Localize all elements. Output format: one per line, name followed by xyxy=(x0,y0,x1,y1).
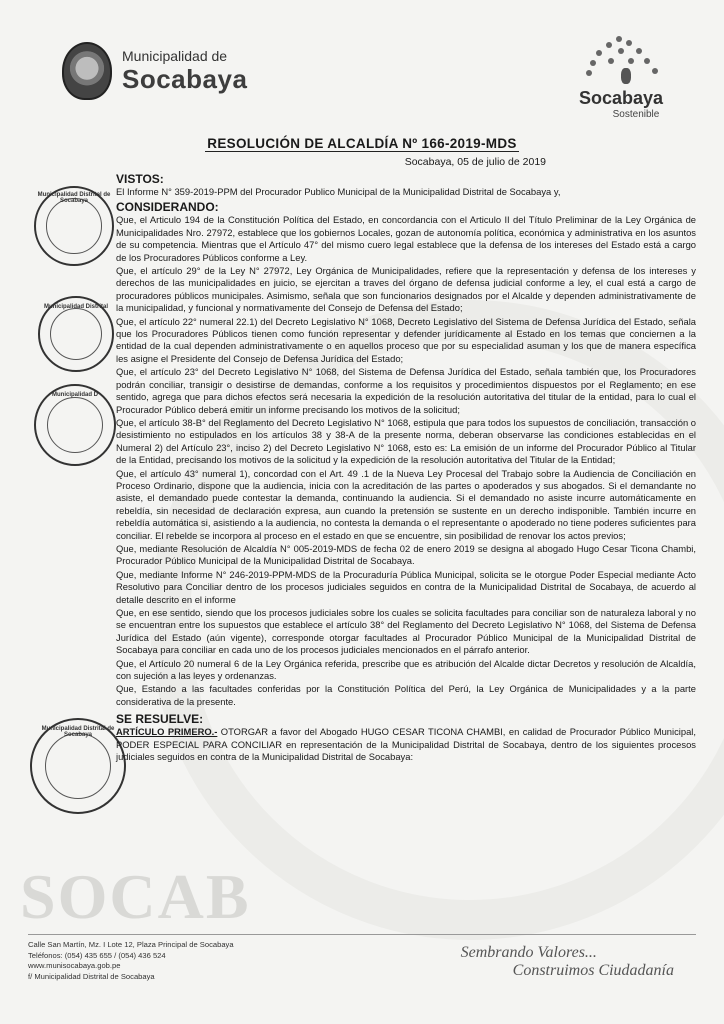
footer-address: Calle San Martín, Mz. I Lote 12, Plaza Principal de Socabaya xyxy=(28,940,234,949)
brand-logo xyxy=(566,34,676,120)
tree-dots-icon xyxy=(566,34,676,86)
municipality-label: Municipalidad de xyxy=(122,47,228,64)
footer-website: www.munisocabaya.gob.pe xyxy=(28,961,121,970)
articulo-text: OTORGAR a favor del Abogado HUGO CESAR TICONA CHAMBI, en calidad de Procurador Público Municipal, PODER ESPECIAL PARA CONCILIAR en representación de la Municipalidad Distrital de Socabaya, dentro de los siguientes procesos judiciales seguidos en contra de la Municipalidad Distrital de Socabaya: xyxy=(116,726,696,763)
watermark-text: SOCAB xyxy=(20,861,251,932)
resuelve-heading: SE RESUELVE: xyxy=(116,712,204,727)
municipality-name: Socabaya xyxy=(122,63,248,94)
resolution-date: Socabaya, 05 de julio de 2019 xyxy=(404,156,546,168)
paragraph: Que, el artículo 23° del Decreto Legislativo N° 1068, del Sistema de Defensa Jurídica del Estado, señala también que, los Procuradores podrán conciliar, transigir o desistirse de demandas, conforme a los requisitos y procedimientos dispuestos por el Reglamento; en ese sentido, agrega que para dichos efectos será necesaria la expedición de la resolución autoritativa del titular de la entidad, para lo cual el Procurador Público deberá emitir un informe precisando los motivos de la solicitud; xyxy=(116,366,696,415)
articulo-label: ARTÍCULO PRIMERO.- xyxy=(116,726,218,738)
vistos-text: El Informe N° 359-2019-PPM del Procurador Publico Municipal de la Municipalidad Distrital de Socabaya y, xyxy=(116,186,561,197)
resolution-title: RESOLUCIÓN DE ALCALDÍA Nº 166-2019-MDS xyxy=(207,136,517,151)
document-body xyxy=(116,172,696,764)
paragraph: Que, mediante Resolución de Alcaldía N° 005-2019-MDS de fecha 02 de enero 2019 se designa al abogado Hugo Cesar Ticona Chambi, Procurador Público Municipal de la Municipalidad Distrital de Socabaya. xyxy=(116,542,696,567)
footer-phones: Teléfonos: (054) 435 655 / (054) 436 524 xyxy=(28,950,166,960)
articulo-primero xyxy=(116,726,696,763)
brand-name: Socabaya xyxy=(578,88,664,108)
paragraph: Que, el Articulo 194 de la Constitución Política del Estado, en concordancia con el Articulo II del Título Preliminar de la Ley Orgánica de Municipalidades Nro. 27972, establece que los gobiernos Locales, gozan de autonomía política, económica y administrativa en los asuntos de su competencia. Mientras que el Artículo 47° del mismo cuero legal establece que la defensa de los intereses del Estado está a cargo de los Procuradores Públicos conforme a Ley. xyxy=(116,214,696,263)
paragraph: Que, el Artículo 20 numeral 6 de la Ley Orgánica referida, prescribe que es atribución del Alcalde dictar Decretos y resolución de Alcaldía, con sujeción a las leyes y ordenanzas. xyxy=(116,657,696,682)
footer-facebook: f/ Municipalidad Distrital de Socabaya xyxy=(28,971,155,981)
paragraph: Que, Estando a las facultades conferidas por la Constitución Política del Perú, la Ley Orgánica de Municipalidades y a la parte considerativa de la presente. xyxy=(116,683,696,707)
seal-stamp-2: Municipalidad Distrital xyxy=(38,296,114,372)
considerando-heading: CONSIDERANDO: xyxy=(116,200,219,215)
seal-stamp-1: Municipalidad Distrital de Socabaya xyxy=(34,186,114,266)
paragraph: Que, el artículo 38-B° del Reglamento del Decreto Legislativo N° 1068, estipula que para todos los supuestos de conciliación, transacción o desistimiento no estipulados en los artículos 38 y 38-A de la presente norma, deberan observarse las condiciones establecidas en el Numeral 2) del Artículo 23°, inciso 2) del Decreto Legislativo N° 1068, esto es: La emisión de un informe del Procurador Público al Titular de la Entidad, precisando los motivos de la solicitud y la expedición de la resolución autoritativa del Titular de la Entidad; xyxy=(116,416,696,466)
facebook-icon: f xyxy=(28,971,31,981)
seal-stamp-3: Municipalidad D xyxy=(34,384,116,466)
paragraph: Que, el artículo 43° numeral 1), concordad con el Art. 49 .1 de la Nueva Ley Procesal del Trabajo sobre la Audiencia de Conciliación en Proceso Ordinario, dispone que la audiencia, inicia con la acreditación de las partes o apoderados y sus abogados. Si el demandante no asiste, el demandado puede contestar la demanda, continuando la audiencia. Si el demandado no asiste incurre automáticamente en rebeldía, sin necesidad de declaración expresa, aun cuando la pretensión se sustente en un derecho indisponible. También incurre en rebeldía automática si, asistiendo a la audiencia, no contesta la demanda o el representante o apoderado no tiene poderes suficientes para conciliar. El rebelde se incorpora al proceso en el estado en que se encuentre, sin posibilidad de renovar los actos previos; xyxy=(116,467,696,541)
municipality-logo xyxy=(62,42,247,100)
footer-motto xyxy=(461,944,674,980)
brand-tagline: Sostenible xyxy=(612,109,660,120)
motto-line-2: Construimos Ciudadanía xyxy=(512,962,674,979)
paragraph: Que, el artículo 29° de la Ley N° 27972, Ley Orgánica de Municipalidades, refiere que la representación y defensa de los intereses y derechos de las municipalidades en juicio, se ejercitan a traves del órgano de defensa judicial conforme a ley, el cual está a cargo de procuradores públicos municipales. Asimismo, señala que son funcionarios designados por el Alcalde y dependen administrativamente de la municipalidad, y funcional y normativamente del Consejo de Defensa del Estado; xyxy=(116,265,696,314)
crest-icon xyxy=(62,42,112,100)
paragraph: Que, mediante Informe N° 246-2019-PPM-MDS de la Procuraduría Pública Municipal, solicita se le otorgue Poder Especial mediante Acto Resolutivo para Conciliar dentro de los procesos judiciales seguidos en contra de la Municipalidad Distrital de Socabaya, de acuerdo al detalle descrito en el informe xyxy=(116,568,696,605)
vistos-heading: VISTOS: xyxy=(116,172,164,186)
seal-stamp-4: Municipalidad Distrital de Socabaya xyxy=(30,718,126,814)
footer-contact xyxy=(28,940,234,982)
paragraph: Que, en ese sentido, siendo que los procesos judiciales sobre los cuales se solicita facultades para conciliar son de naturaleza laboral y no se encuentran entre los supuestos que establece el artículo 38° del Reglamento del Decreto Legislativo N° 1068, del Sistema de Defensa Jurídica del Estado (aún vigente), corresponde otorgar facultades al Procurador Público Municipal de la Municipalidad Distrital de Socabaya para conciliar en cada uno de los procesos judiciales mencionados en el párrafo anterior. xyxy=(116,607,696,656)
footer-divider xyxy=(28,934,696,935)
paragraph: Que, el artículo 22° numeral 22.1) del Decreto Legislativo N° 1068, Decreto Legislativo del Sistema de Defensa Jurídica del Estado, señala que los Procuradores Públicos tienen como función representar y defender jurídicamente al Estado en los temas que conciernen a la entidad de la cual dependen administrativamente o en aquellos proceso que por su especialidad asuman y los que de manera específica les asigne el Presidente del Consejo de Defensa Jurídica del Estado; xyxy=(116,315,696,364)
motto-line-1: Sembrando Valores... xyxy=(460,944,597,961)
